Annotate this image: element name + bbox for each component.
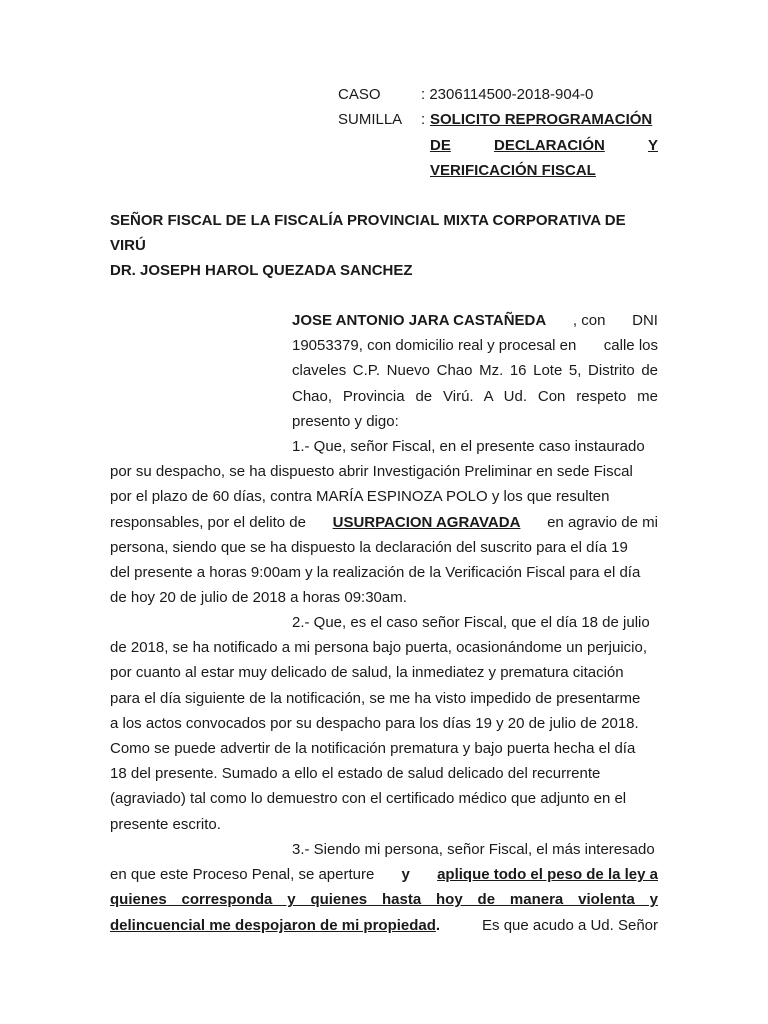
emphasis-text: aplique todo el peso de la ley a [437, 866, 658, 884]
intro-text: , con [572, 312, 606, 329]
crime-name: USURPACION AGRAVADA [332, 513, 521, 531]
paragraph-line: 18 del presente. Sumado a ello el estado de salud delicado del recurrente [110, 765, 601, 783]
petitioner-name: JOSE ANTONIO JARA CASTAÑEDA [292, 312, 547, 329]
paragraph-line: de hoy 20 de julio de 2018 a horas 09:30am. [110, 589, 407, 607]
sumilla-word-de: DE [430, 136, 451, 154]
paragraph-line: Como se puede advertir de la notificación prematura y bajo puerta hecha el día [110, 740, 636, 758]
caso-value: : 2306114500-2018-904-0 [421, 86, 594, 103]
paragraph-line: 3.- Siendo mi persona, señor Fiscal, el más interesado [292, 841, 655, 858]
paragraph-line: por su despacho, se ha dispuesto abrir Investigación Preliminar en sede Fiscal [110, 463, 633, 481]
paragraph-line: por cuanto al estar muy delicado de salud, la inmediatez y prematura citación [110, 664, 624, 682]
paragraph-line: responsables, por el delito de [110, 513, 306, 531]
paragraph-2 [110, 610, 658, 837]
addressee-line-1: SEÑOR FISCAL DE LA FISCALÍA PROVINCIAL MIXTA CORPORATIVA DE [110, 212, 626, 229]
sumilla-word-y: Y [647, 136, 658, 154]
paragraph-line: a los actos convocados por su despacho para los días 19 y 20 de julio de 2018. [110, 714, 639, 732]
sumilla-text [430, 107, 658, 184]
intro-text: claveles C.P. Nuevo Chao Mz. 16 Lote 5, Distrito de [292, 362, 658, 380]
intro-block [292, 308, 658, 434]
sumilla-label: SUMILLA [338, 111, 403, 128]
paragraph-line: y [401, 866, 410, 884]
sumilla-line-3: VERIFICACIÓN FISCAL [430, 162, 596, 179]
addressee-block [110, 208, 658, 283]
paragraph-line: para el día siguiente de la notificación, se me ha visto impedido de presentarme [110, 689, 641, 707]
sumilla-line-1: SOLICITO REPROGRAMACIÓN [430, 111, 653, 128]
paragraph-line: 1.- Que, señor Fiscal, en el presente caso instaurado [292, 438, 645, 455]
paragraph-line: . [435, 916, 441, 934]
paragraph-line: por el plazo de 60 días, contra MARÍA ESPINOZA POLO y los que resulten [110, 488, 610, 506]
intro-text: calle los [603, 337, 658, 355]
intro-text: 19053379, con domicilio real y procesal en [292, 337, 577, 355]
paragraph-line: persona, siendo que se ha dispuesto la declaración del suscrito para el día 19 [110, 538, 628, 556]
emphasis-text: delincuencial me despojaron de mi propiedad [110, 916, 436, 934]
intro-text: Chao, Provincia de Virú. A Ud. Con respeto me [292, 387, 658, 405]
intro-text: presento y digo: [292, 412, 399, 430]
paragraph-line: Es que acudo a Ud. Señor [482, 916, 658, 934]
intro-text: DNI [632, 312, 658, 329]
paragraph-line: (agraviado) tal como lo demuestro con el certificado médico que adjunto en el [110, 790, 627, 808]
sumilla-colon: : [421, 111, 426, 128]
addressee-line-3: DR. JOSEPH HAROL QUEZADA SANCHEZ [110, 262, 413, 279]
paragraph-3 [110, 837, 658, 938]
paragraph-line: en agravio de mi [547, 513, 658, 531]
paragraph-line: 2.- Que, es el caso señor Fiscal, que el día 18 de julio [292, 614, 650, 631]
paragraph-line: presente escrito. [110, 815, 221, 833]
paragraph-1 [110, 434, 658, 610]
addressee-line-2: VIRÚ [110, 237, 146, 254]
sumilla-word-declaracion: DECLARACIÓN [493, 136, 605, 154]
emphasis-text: quienes corresponda y quienes hasta hoy de manera violenta y [110, 891, 658, 909]
paragraph-line: del presente a horas 9:00am y la realización de la Verificación Fiscal para el día [110, 564, 641, 582]
paragraph-line: de 2018, se ha notificado a mi persona bajo puerta, ocasionándome un perjuicio, [110, 639, 648, 657]
caso-label: CASO [338, 86, 381, 103]
paragraph-line: en que este Proceso Penal, se aperture [110, 866, 375, 884]
